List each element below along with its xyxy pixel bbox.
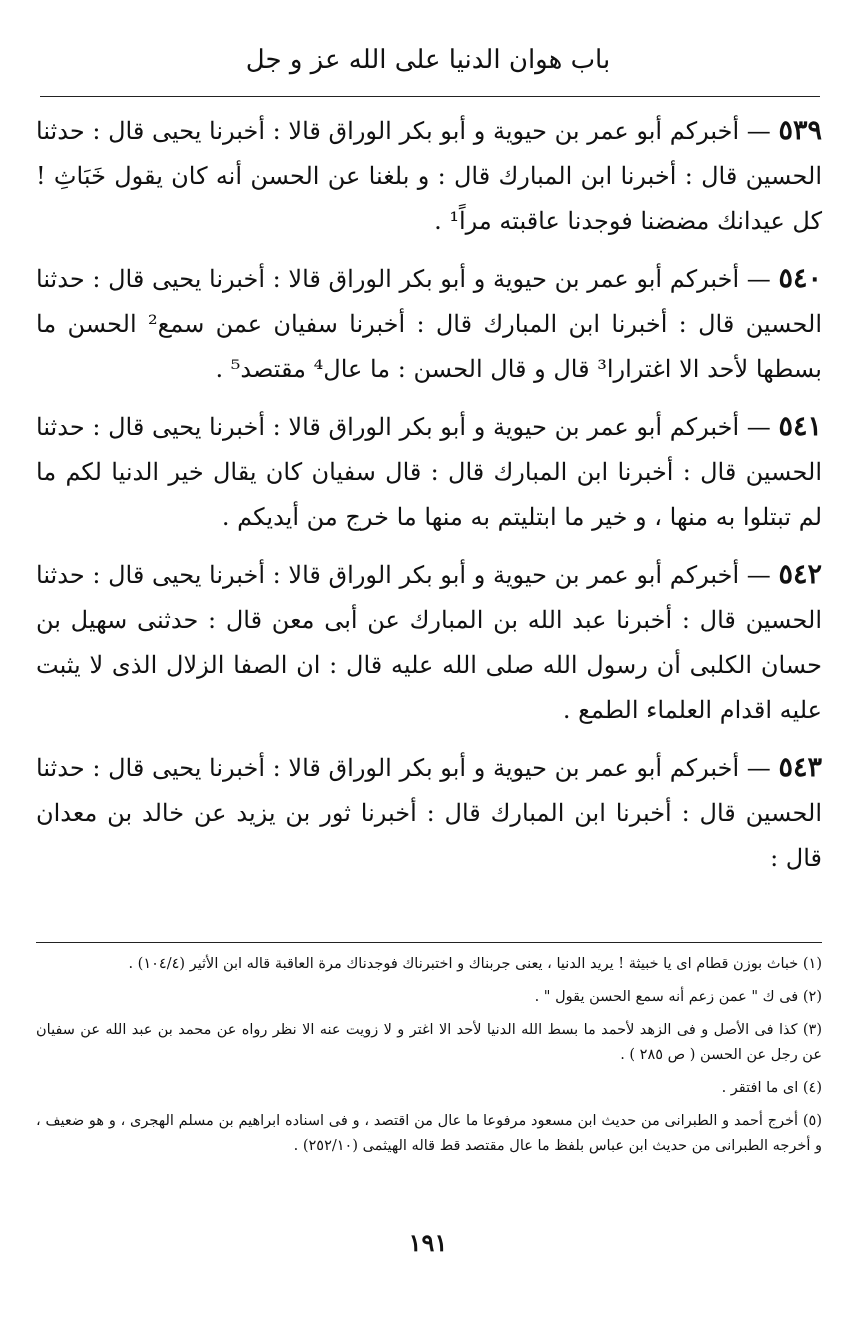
footnote-text: أخرج أحمد و الطبرانى من حديث ابن مسعود مرفوعا ما عال من اقتصد ، و فى اسناده ابراهيم بن مسلم الهجرى ، و هو ضعيف ، و أخرجه الطبرانى من حديث ابن عباس بلفظ ما عال مقتصد قط قاله الهيثمى (٢٥٢/١٠) .	[36, 1113, 822, 1154]
hadith-text: — أخبركم أبو عمر بن حيوية و أبو بكر الوراق قالا : أخبرنا يحيى قال : حدثنا الحسين قال : أخبرنا ابن المبارك قال : أخبرنا ثور بن يزيد عن خالد بن معدان قال :	[36, 754, 822, 872]
footnote-marker: (١)	[802, 956, 822, 972]
main-text	[36, 108, 822, 893]
footnote-marker: (٥)	[802, 1113, 822, 1129]
footnote-marker: (٢)	[802, 989, 822, 1005]
hadith-paragraph	[36, 256, 822, 392]
hadith-number: ٥٤٢	[778, 559, 822, 590]
hadith-number: ٥٤١	[778, 411, 822, 442]
hadith-paragraph	[36, 745, 822, 881]
hadith-text: — أخبركم أبو عمر بن حيوية و أبو بكر الوراق قالا : أخبرنا يحيى قال : حدثنا الحسين قال : أخبرنا ابن المبارك قال : قال سفيان كان يقال خير الدنيا لكم ما لم تبتلوا به منها ، و خير ما ابتليتم به منها ما خرج من أيديكم .	[36, 413, 822, 531]
footnote	[36, 985, 822, 1010]
footnote-rule	[36, 942, 822, 943]
hadith-paragraph	[36, 108, 822, 244]
footnote-text: خباث بوزن قطام اى يا خبيثة ! يريد الدنيا ، يعنى جربناك و اختبرناك فوجدناك مرة العاقبة قاله ابن الأثير (١٠٤/٤) .	[128, 956, 799, 972]
footnote-marker: (٣)	[802, 1022, 823, 1038]
footnote-text: فى ك " عمن زعم أنه سمع الحسن يقول " .	[534, 989, 799, 1005]
hadith-text: — أخبركم أبو عمر بن حيوية و أبو بكر الوراق قالا : أخبرنا يحيى قال : حدثنا الحسين قال : أخبرنا ابن المبارك قال : أخبرنا سفيان عمن سمع² الحسن ما بسطها لأحد الا اغترارا³ قال و قال الحسن : ما عال⁴ مقتصد⁵ .	[36, 265, 823, 383]
page-number: ١٩١	[408, 1228, 448, 1257]
footnote	[36, 1109, 822, 1159]
header-rule	[40, 96, 820, 97]
running-header: باب هوان الدنيا على الله عز و جل	[245, 45, 611, 75]
hadith-paragraph	[36, 552, 822, 733]
hadith-text: — أخبركم أبو عمر بن حيوية و أبو بكر الوراق قالا : أخبرنا يحيى قال : حدثنا الحسين قال : أخبرنا ابن المبارك قال : و بلغنا عن الحسن أنه كان يقول خَبَاثِ ! كل عيدانك مضضنا فوجدنا عاقبته مراً¹ .	[36, 117, 822, 235]
footnote	[36, 1076, 822, 1101]
footnote	[36, 1018, 822, 1068]
footnote	[36, 952, 822, 977]
hadith-paragraph	[36, 404, 822, 540]
hadith-number: ٥٣٩	[778, 115, 822, 146]
footnote-text: كذا فى الأصل و فى الزهد لأحمد ما بسط الله الدنيا لأحد الا اغتر و لا زويت عنه الا نظر رواه عن محمد بن عبد الله عن سفيان عن رجل عن الحسن ( ص ٢٨٥ ) .	[36, 1022, 822, 1063]
hadith-number: ٥٤٠	[778, 263, 822, 294]
footnote-marker: (٤)	[802, 1080, 822, 1096]
footnote-text: اى ما افتقر .	[721, 1080, 799, 1096]
hadith-text: — أخبركم أبو عمر بن حيوية و أبو بكر الوراق قالا : أخبرنا يحيى قال : حدثنا الحسين قال : أخبرنا عبد الله بن المبارك عن أبى معن قال : حدثنى سهيل بن حسان الكلبى أن رسول الله صلى الله عليه قال : ان الصفا الزلال الذى لا يثبت عليه اقدام العلماء الطمع .	[36, 561, 822, 724]
hadith-number: ٥٤٣	[778, 752, 822, 783]
footnotes	[36, 952, 822, 1167]
